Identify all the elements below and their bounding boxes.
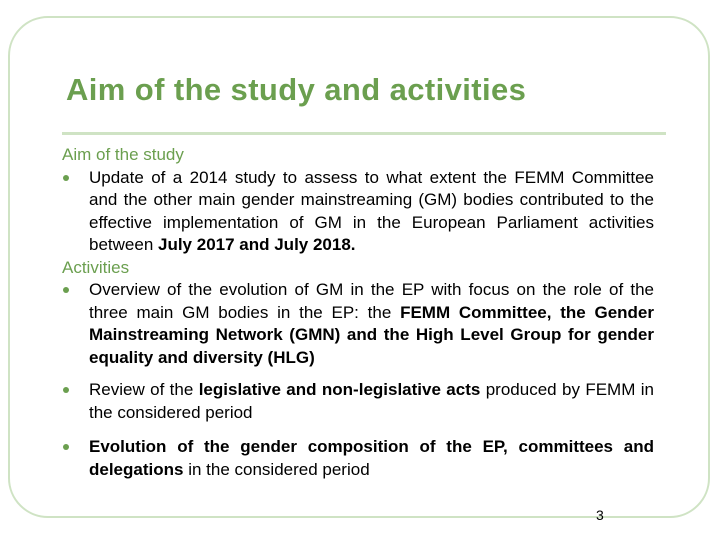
section-heading-aim: Aim of the study (62, 145, 184, 164)
item-text: Update of a 2014 study to assess to what extent the FEMM Committee and the other main gender mainstreaming (GM) bodies contributed to the effective implementation of GM in the European Parliament activities between (89, 167, 654, 254)
item-text-bold: Evolution of the gender composition of the EP, committees and delegations (89, 437, 654, 479)
bullet-item-aim (62, 167, 654, 257)
bullet-icon (63, 444, 69, 450)
item-text-bold: July 2017 and July 2018. (158, 235, 356, 254)
item-text: Overview of the evolution of GM in the EP with focus on the role of the three main GM bodies in the EP: the (89, 280, 654, 322)
title-divider (62, 132, 666, 135)
bullet-item-review (62, 379, 654, 424)
page-number: 3 (596, 507, 604, 523)
slide-title: Aim of the study and activities (66, 72, 527, 107)
bullet-item-evolution (62, 436, 654, 481)
bullet-icon (63, 287, 69, 293)
slide-body (62, 144, 654, 481)
item-text-bold: FEMM Committee, the Gender Mainstreaming Network (GMN) and the High Level Group for gender equality and diversity (HLG) (89, 302, 654, 367)
bullet-item-overview (62, 279, 654, 369)
item-text: produced by FEMM in the considered period (89, 380, 654, 422)
item-text-bold: legislative and non-legislative acts (198, 380, 481, 399)
item-text: Review of the (89, 380, 199, 399)
bullet-icon (63, 175, 69, 181)
section-heading-activities: Activities (62, 257, 130, 277)
bullet-icon (63, 387, 69, 393)
item-text: in the considered period (183, 459, 370, 479)
